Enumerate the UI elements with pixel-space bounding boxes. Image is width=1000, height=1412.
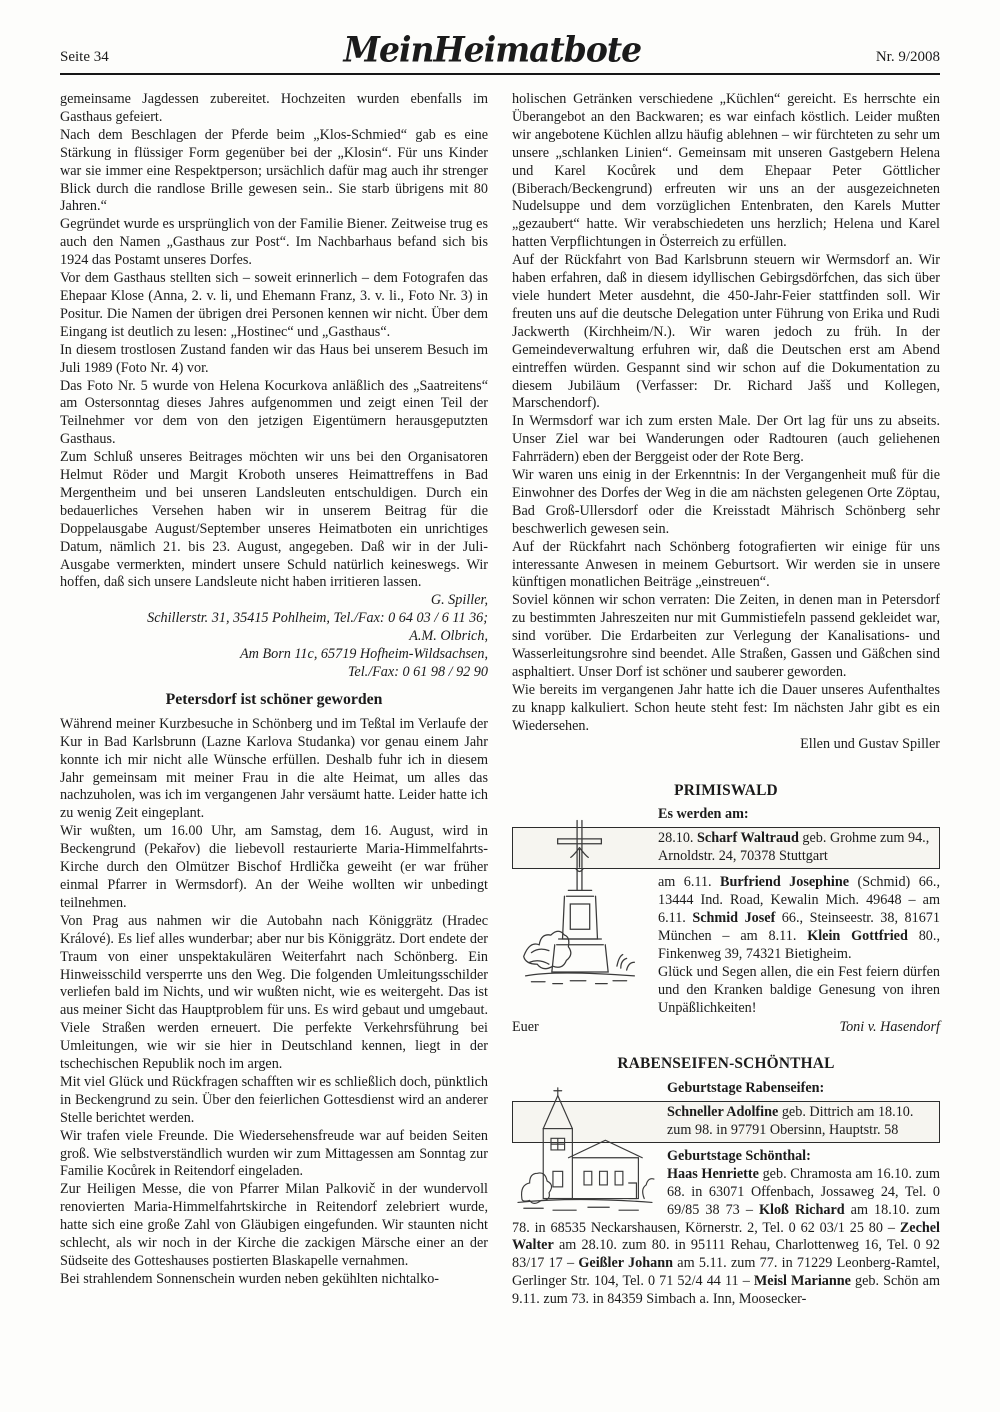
page-number: Seite 34	[60, 49, 109, 65]
paragraph: Wir trafen viele Freunde. Die Wiedersehensfreude war auf beiden Seiten groß. Wie selbstverständlich wurden wir zum Mittagessen am Sonntag zur Familie Kocůrek in Reitendorf eingeladen.	[60, 1127, 488, 1180]
primiswald-author: Toni v. Hasendorf	[839, 1019, 940, 1036]
paragraph: Gegründet wurde es ursprünglich von der Familie Biener. Zeitweise trug es auch den Namen „Gasthaus zur Post“. Im Nachbarhaus befand sich bis 1924 das Postamt unseres Dorfes.	[60, 216, 488, 269]
rabenseifen-sub2: Geburtstage Schönthal:	[667, 1147, 811, 1164]
primiswald-intro: Es werden am:	[658, 806, 749, 823]
rabenseifen-entries: Haas Henriette geb. Chramosta am 16.10. zum 68. in 63071 Offenbach, Jossaweg 24, Tel. 0 69/85 38 73 – Kloß Richard am 18.10. zum 78. in 68535 Neckarshausen, Körnerstr. 2, Tel. 0 62 03/1 25 80 – Zechel Walter am 28.10. zum 80. in 95111 Rehau, Charlottenweg 16, Tel. 0 92 83/17 17 – Geißler Johann am 5.11. zum 77. in 71229 Leonberg-Ramtel, Gerlinger Str. 104, Tel. 0 71 52/4 44 11 – Meisl Marianne geb. Schön am 9.11. zum 73. in 84359 Simbach a. Inn, Moosecker-	[512, 1165, 940, 1308]
signature-line: Am Born 11c, 65719 Hofheim-Wildsachsen,	[240, 646, 488, 663]
masthead	[60, 30, 940, 69]
paragraph: In Wermsdorf war ich zum ersten Male. Der Ort lag für uns zu abseits. Unser Ziel war bei Wanderungen oder Radtouren (auch geliehenen Fahrrädern) eben der Berggeist oder der Rote Berg.	[512, 413, 940, 466]
paragraph: Zur Heiligen Messe, die von Pfarrer Milan Palkovič in der wundervoll renovierten Maria-Himmelfahrtskirche in Reitendorf zelebriert wurde, hatte sich eine große Zahl von Gläubigen eingefunden. Wir staunten nicht schlecht, als wir noch in der Kirche die zackigen Märsche einer an der Südseite des Gotteshauses postierten Blaskapelle vernahmen.	[60, 1181, 488, 1269]
primiswald-entries: am 6.11. Burfriend Josephine (Schmid) 66., 13444 Ind. Road, Kewalin Mich. 49648 – am 6.11. Schmid Josef 66., Steinseestr. 38, 81671 München – am 8.11. Klein Gottfried 80., Finkenweg 39, 74321 Bietigheim.	[658, 874, 940, 962]
primiswald-title: PRIMISWALD	[674, 781, 778, 799]
signature-line: Schillerstr. 31, 35415 Pohlheim, Tel./Fax: 0 64 03 / 6 11 36;	[147, 610, 488, 627]
author-signature-block	[60, 592, 488, 682]
paragraph: Während meiner Kurzbesuche in Schönberg und im Teßtal im Verlaufe der Kur in Bad Karlsbrunn (Lazne Karlova Studanka) vor genau einem Jahr konnte ich mir nicht alle Wünsche erfüllen. Deshalb fuhr ich in diesem Jahr gemeinsam mit meiner Frau in die alte Heimat, um alles das nachzuholen, was ich im vergangenen Jahr versäumt hatte. Leider hatte ich zu wenig Zeit eingeplant.	[60, 715, 488, 822]
paragraph: holischen Getränken verschiedene „Küchlen“ gereicht. Es herrschte ein Überangebot an den Backwaren; es war einfach köstlich. Leider mußten wir angebotene Küchlen allzu häufig ablehnen – wir fürchteten zu sehr um unsere „schlanken Linien“. Gemeinsam mit unseren Gastgebern Helena und Karel Kocůrek und dem Ehepaar Peter Göttlicher (Biberach/Beckengrund) erfreuten wir uns an der ausgezeichneten Nudelsuppe und dem vorzüglichen Entenbraten, den Karels Mutter „gezaubert“ hatte. Wir verabschiedeten uns herzlich; Helena und Karel hatten Verpflichtungen in Österreich zu erfüllen.	[512, 91, 940, 251]
rabenseifen-title: RABENSEIFEN-SCHÖNTHAL	[617, 1055, 835, 1073]
left-column	[60, 91, 488, 1309]
newspaper-logo: MeinHeimatbote	[343, 29, 642, 70]
paragraph: Bei strahlendem Sonnenschein wurden neben gekühlten nichtalko-	[60, 1270, 440, 1287]
paragraph: gemeinsame Jagdessen zubereitet. Hochzeiten wurden ebenfalls im Gasthaus gefeiert.	[60, 91, 488, 125]
rabenseifen-sub1: Geburtstage Rabenseifen:	[667, 1080, 825, 1097]
right-column	[512, 91, 940, 1309]
signature-line: G. Spiller,	[430, 592, 488, 609]
primiswald-wish: Glück und Segen allen, die ein Fest feiern dürfen und den Kranken baldige Genesung von ihren Unpäßlichkeiten!	[658, 963, 940, 1016]
paragraph: Wir wußten, um 16.00 Uhr, am Samstag, dem 16. August, wird in Beckengrund (Pekařov) die liebevoll restaurierte Maria-Himmelfahrts-Kirche durch den Olmützer Bischof Hrdlička geweiht (er war früher einmal Pfarrer in Wermsdorf). An der Weihe wollten wir unbedingt teilnehmen.	[60, 823, 488, 911]
masthead-rule	[60, 73, 940, 75]
paragraph: Von Prag aus nahmen wir die Autobahn nach Königgrätz (Hradec Králové). Es lief alles wunderbar; aber nur bis Königgrätz. Dort endete der Traum von einer unspektakulären Weiterfahrt nach Schönberg. Ein Hinweisschild versperrte uns den Weg. Die folgenden Umleitungsschilder verliefen bald im Nichts, und wir wußten nicht, wie es weitergeht. Das ist aus meiner Sicht das Hauptproblem für uns. Es wird gebaut und umgebaut. Viele Straßen werden erneuert. Die perfekte Verkehrsführung bei Umleitungen, wie wir sie hier in Deutschland kennen, liegt in der tschechischen Republik noch im argen.	[60, 912, 488, 1073]
paragraph: Zum Schluß unseres Beitrages möchten wir uns bei den Organisatoren Helmut Röder und Margit Kroboth unseres Heimattreffens in Bad Mergentheim und bei unseren Landsleuten entschuldigen. Durch ein bedauerliches Versehen haben wir in unserem Beitrag für die Doppelausgabe August/September unseres Heimatboten ein unrichtiges Datum, nämlich 21. bis 23. August, angegeben. Daß wir in der Juli-Ausgabe vermerkten, mindert unsere Schuld natürlich keineswegs. Wir hoffen, daß sich unsere Landsleute nicht haben irritieren lassen.	[60, 449, 488, 591]
paragraph: In diesem trostlosen Zustand fanden wir das Haus bei unserem Besuch im Juli 1989 (Foto Nr. 4) vor.	[60, 341, 488, 376]
paragraph: Nach dem Beschlagen der Pferde beim „Klos-Schmied“ gab es eine Stärkung in flüssiger Form gegenüber bei der „Klosin“. Für uns Kinder war sie immer eine Respektperson; ursächlich dafür mag auch ihr strenger Blick durch die randlose Brille gewesen sein.. Sie starb übrigens mit 80 Jahren.“	[60, 126, 488, 215]
paragraph: Auf der Rückfahrt von Bad Karlsbrunn steuern wir Wermsdorf an. Wir haben erfahren, daß in diesem idyllischen Gebirgsdörfchen, das sich über viele hundert Meter ausdehnt, die 450-Jahr-Feier stattfinden soll. Wir freuten uns auf die deutsche Delegation unter Führung von Erika und Rudi Jackwerth (Kirchheim/N.). Wir waren jedoch zu früh. In der Gemeindeverwaltung erfuhren wir, daß die Deutschen erst am Abend eintreffen würden. Gespannt sind wir schon auf die Dokumentation zu diesem Jubiläum (Verfasser: Dr. Richard Jašš und Kollegen, Marschendorf).	[512, 252, 940, 412]
article-signoff: Ellen und Gustav Spiller	[800, 735, 940, 752]
primiswald-section	[512, 782, 940, 1038]
issue-number: Nr. 9/2008	[875, 49, 940, 65]
rabenseifen-birthday-box: Schneller Adolfine geb. Dittrich am 18.10. zum 98. in 97791 Obersinn, Hauptstr. 58	[512, 1101, 940, 1143]
paragraph: Wie bereits im vergangenen Jahr hatte ich die Dauer unseres Aufenthaltes zu knapp kalkuliert. Schon heute steht fest: Im nächsten Jahr gibt es ein Wiedersehen.	[512, 681, 940, 734]
crucifix-image	[512, 808, 648, 1000]
euer-label: Euer	[512, 1019, 539, 1036]
paragraph: Mit viel Glück und Rückfragen schafften wir es schließlich doch, pünktlich in Beckengrund zu sein. Über den feierlichen Gottesdienst wird an anderer Stelle berichtet werden.	[60, 1073, 489, 1126]
paragraph: Soviel können wir schon verraten: Die Zeiten, in denen man in Petersdorf zu bestimmten Jahreszeiten nur mit Gummistiefeln passend gekleidet war, sind vorüber. Die Erdarbeiten zur Verlegung der Kanalisations- und Wasserleitungsrohre sind beendet. Alle Straßen, Gassen und Gäßchen sind asphaltiert. Unser Dorf ist schöner und sauberer geworden.	[512, 592, 940, 680]
two-column-body	[60, 91, 940, 1309]
paragraph: Vor dem Gasthaus stellten sich – soweit erinnerlich – dem Fotografen das Ehepaar Klose (Anna, 2. v. li, und Ehemann Franz, 3. v. li., Foto Nr. 3) in Positur. Die Namen der übrigen drei Personen kennen wir nicht. Über dem Eingang ist deutlich zu lesen: „Hostinec“ und „Gasthaus“.	[60, 270, 488, 340]
primiswald-birthday-box: 28.10. Scharf Waltraud geb. Grohme zum 94., Arnoldstr. 24, 70378 Stuttgart	[512, 827, 940, 869]
primiswald-signoff-row	[512, 1019, 940, 1037]
paragraph: Das Foto Nr. 5 wurde von Helena Kocurkova anläßlich des „Saatreitens“ am Ostersonntag dieses Jahres aufgenommen und zeigt einen Teil der Teilnehmer vor dem von den jetzigen Eigentümern herausgeputzten Gasthaus.	[60, 377, 488, 448]
paragraph: Auf der Rückfahrt nach Schönberg fotografierten wir einige für uns interessante Anwesen in meinem Geburtsort. Wir werden sie in unsere künftigen monatlichen Beiträge „einstreuen“.	[512, 538, 940, 591]
article-heading-petersdorf: Petersdorf ist schöner geworden	[165, 690, 383, 708]
signature-line: Tel./Fax: 0 61 98 / 92 90	[347, 664, 488, 680]
church-image	[512, 1082, 657, 1216]
paragraph: Wir waren uns einig in der Erkenntnis: In der Vergangenheit muß für die Einwohner des Dorfes der Weg in die am nächsten gelegenen Orte Zöptau, Bad Groß-Ullersdorf oder die Kreisstadt Mährisch Schönberg sehr beschwerlich gewesen sein.	[512, 467, 940, 537]
rabenseifen-section	[512, 1055, 940, 1309]
signature-line: A.M. Olbrich,	[409, 628, 488, 645]
